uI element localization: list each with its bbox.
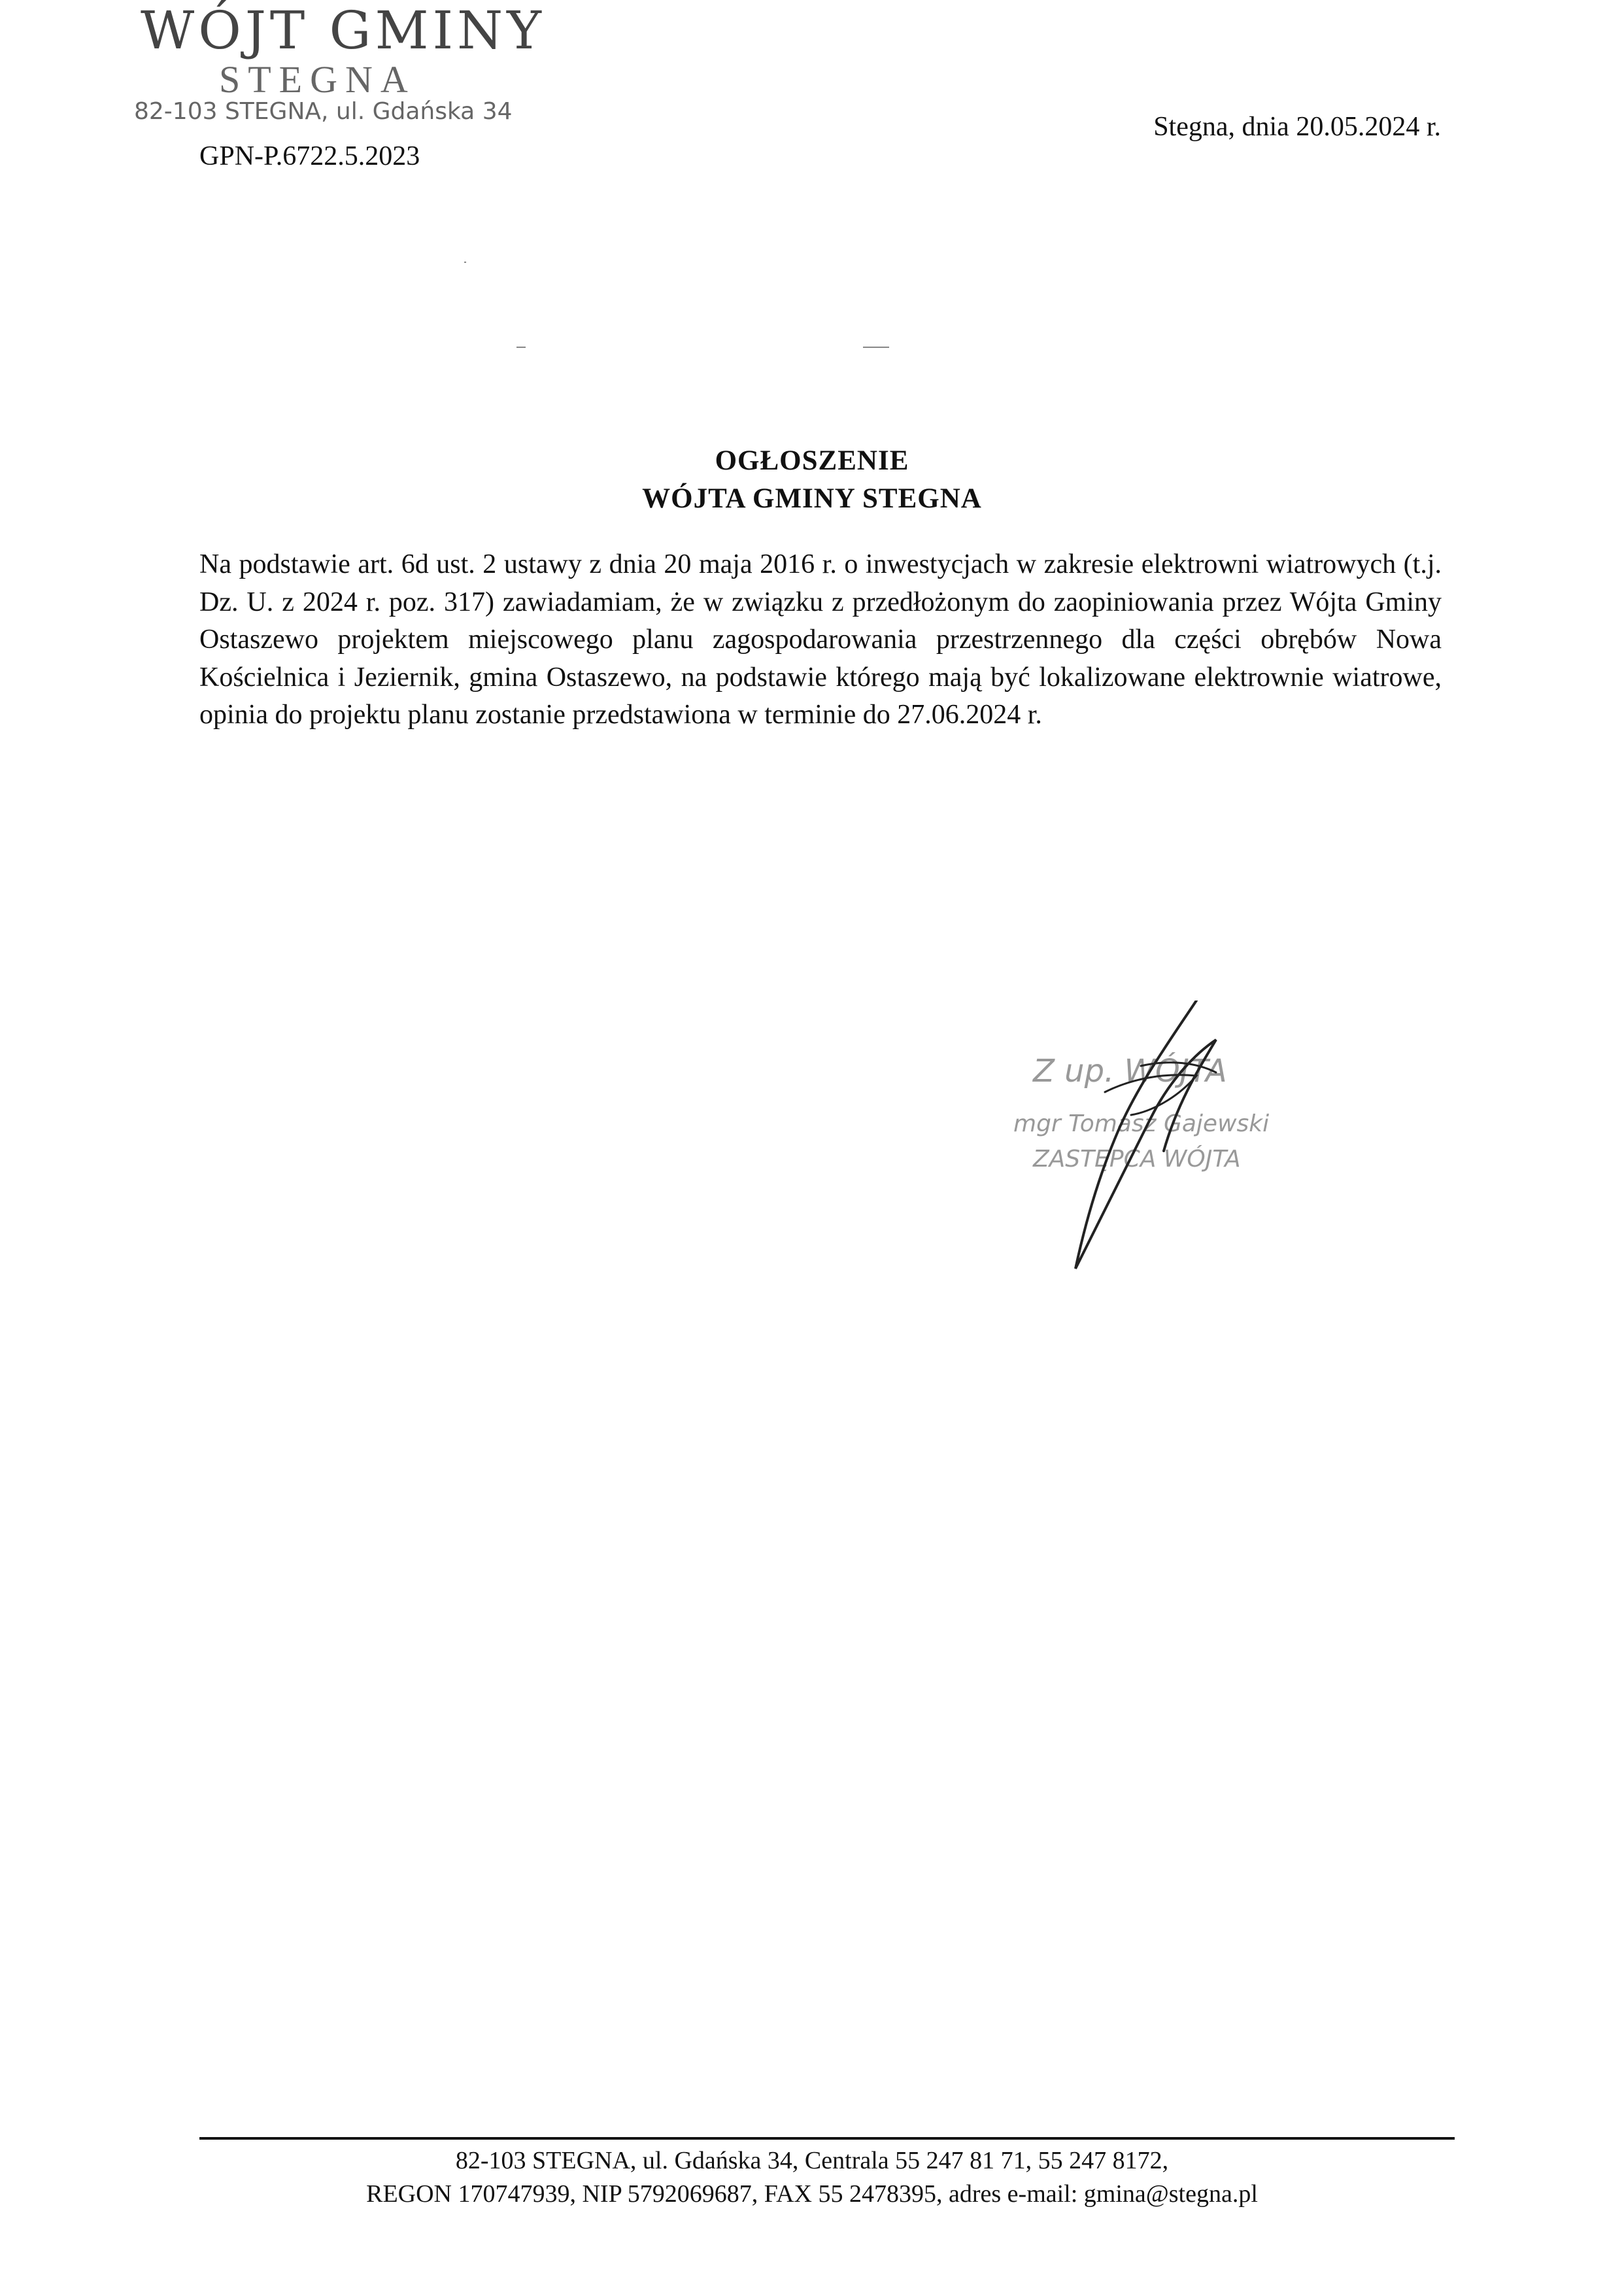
signature-stamp-title: ZASTĘPCA WÓJTA [1033,1146,1241,1173]
stamp-municipality: STEGNA [219,58,416,101]
footer-contact: REGON 170747939, NIP 5792069687, FAX 55 2478395, adres e-mail: gmina@stegna.pl [366,2180,1258,2208]
signature-stamp-line1: Z up. WÓJTA [1033,1053,1227,1089]
case-reference: GPN-P.6722.5.2023 [199,141,420,171]
signature-stamp-name: mgr Tomasz Gajewski [1013,1110,1270,1137]
announcement-title: OGŁOSZENIE [715,445,909,476]
announcement-subtitle: WÓJTA GMINY STEGNA [642,483,982,514]
footer-address: 82-103 STEGNA, ul. Gdańska 34, Centrala 55 247 81 71, 55 247 8172, [455,2147,1169,2174]
scan-speck [516,347,526,348]
scan-speck [863,347,889,348]
signature-block [1000,1001,1340,1275]
footer-divider [199,2137,1455,2140]
stamp-address: 82-103 STEGNA, ul. Gdańska 34 [134,98,513,125]
announcement-body: Na podstawie art. 6d ust. 2 ustawy z dnia 20 maja 2016 r. o inwestycjach w zakresie elektrowni wiatrowych (t.j. Dz. U. z 2024 r. poz. 317) zawiadamiam, że w związku z przedłożonym do zaopiniowania przez Wójta Gminy Ostaszewo projektem miejscowego planu zagospodarowania przestrzennego dla części obrębów Nowa Kościelnica i Jeziernik, gmina Ostaszewo, na podstawie którego mają być lokalizowane elektrownie wiatrowe, opinia do projektu planu zostanie przedstawiona w terminie do 27.06.2024 r. [199,549,1442,730]
handwritten-signature-icon [1000,1001,1340,1275]
scan-speck [464,262,466,263]
stamp-office-name: WÓJT GMINY [141,0,545,61]
document-date: Stegna, dnia 20.05.2024 r. [1153,112,1441,142]
